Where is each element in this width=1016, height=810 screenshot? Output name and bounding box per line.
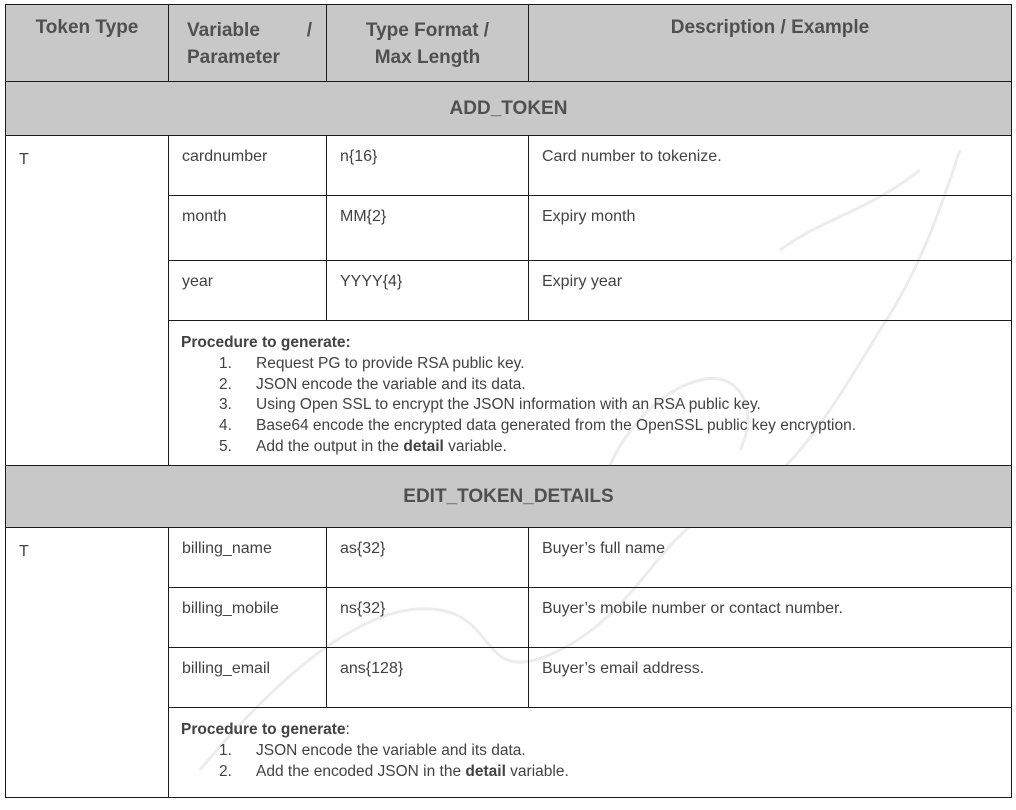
header-type-format (327, 5, 529, 82)
step-text-part: variable. (443, 437, 507, 455)
format-cell: n{16} (327, 136, 529, 196)
format-cell: ns{32} (327, 588, 529, 648)
description-cell: Buyer’s mobile number or contact number. (529, 588, 1012, 648)
step-text-bold: detail (403, 437, 444, 455)
step-text (256, 762, 569, 783)
table-row (6, 136, 1012, 196)
section-title-edit-token-details: EDIT_TOKEN_DETAILS (6, 466, 1012, 528)
variable-cell: year (169, 261, 327, 321)
format-cell: YYYY{4} (327, 261, 529, 321)
description-cell: Buyer’s full name (529, 528, 1012, 588)
token-spec-table (5, 4, 1012, 798)
description-cell: Expiry month (529, 196, 1012, 261)
format-cell: ans{128} (327, 648, 529, 708)
header-token-type: Token Type (6, 5, 169, 82)
description-cell: Buyer’s email address. (529, 648, 1012, 708)
step-text-part: variable. (505, 762, 569, 780)
header-variable-slash: / (306, 20, 312, 41)
header-parameter-label: Parameter (187, 47, 280, 68)
procedure-step (181, 416, 1011, 437)
procedure-step (181, 741, 1011, 762)
procedure-step (181, 437, 1011, 458)
table-header-row (6, 5, 1012, 82)
procedure-step (181, 375, 1011, 396)
procedure-step (181, 354, 1011, 375)
variable-cell: cardnumber (169, 136, 327, 196)
step-text-part: Add the output in the (256, 437, 404, 455)
step-text-bold: detail (465, 762, 506, 780)
header-type-format-line2: Max Length (374, 47, 481, 68)
step-text (256, 437, 507, 458)
header-variable-label: Variable (187, 20, 260, 41)
format-cell: MM{2} (327, 196, 529, 261)
header-type-format-line1: Type Format / (365, 20, 490, 41)
procedure-title-line (181, 720, 1011, 741)
token-type-cell: T (6, 136, 169, 466)
step-number: 2. (219, 762, 232, 780)
table-row (6, 528, 1012, 588)
step-number: 5. (219, 437, 232, 455)
description-cell: Expiry year (529, 261, 1012, 321)
step-number: 3. (219, 396, 232, 414)
step-text-part: Add the encoded JSON in the (256, 762, 466, 780)
token-type-cell: T (6, 528, 169, 798)
procedure-step (181, 762, 1011, 783)
step-text: JSON encode the variable and its data. (256, 741, 526, 759)
step-number: 2. (219, 375, 232, 393)
description-cell: Card number to tokenize. (529, 136, 1012, 196)
procedure-cell (169, 708, 1012, 798)
procedure-step (181, 395, 1011, 416)
section-row-edit-token-details (6, 466, 1012, 528)
step-number: 1. (219, 354, 232, 372)
procedure-title: Procedure to generate (181, 721, 346, 738)
variable-cell: billing_name (169, 528, 327, 588)
variable-cell: billing_mobile (169, 588, 327, 648)
section-row-add-token (6, 82, 1012, 136)
variable-cell: month (169, 196, 327, 261)
variable-cell: billing_email (169, 648, 327, 708)
procedure-title: Procedure to generate: (181, 334, 351, 351)
procedure-steps (181, 741, 1011, 783)
header-variable-parameter (169, 5, 327, 82)
step-text: Base64 encode the encrypted data generated from the OpenSSL public key encryption. (256, 417, 857, 435)
procedure-title-suffix: : (345, 721, 350, 738)
section-title-add-token: ADD_TOKEN (6, 82, 1012, 136)
step-number: 4. (219, 417, 232, 435)
step-number: 1. (219, 741, 232, 759)
step-text: Using Open SSL to encrypt the JSON information with an RSA public key. (256, 396, 761, 414)
step-text: JSON encode the variable and its data. (256, 375, 526, 393)
format-cell: as{32} (327, 528, 529, 588)
step-text: Request PG to provide RSA public key. (256, 354, 525, 372)
procedure-steps (181, 354, 1011, 458)
header-description: Description / Example (529, 5, 1012, 82)
procedure-cell (169, 321, 1012, 466)
